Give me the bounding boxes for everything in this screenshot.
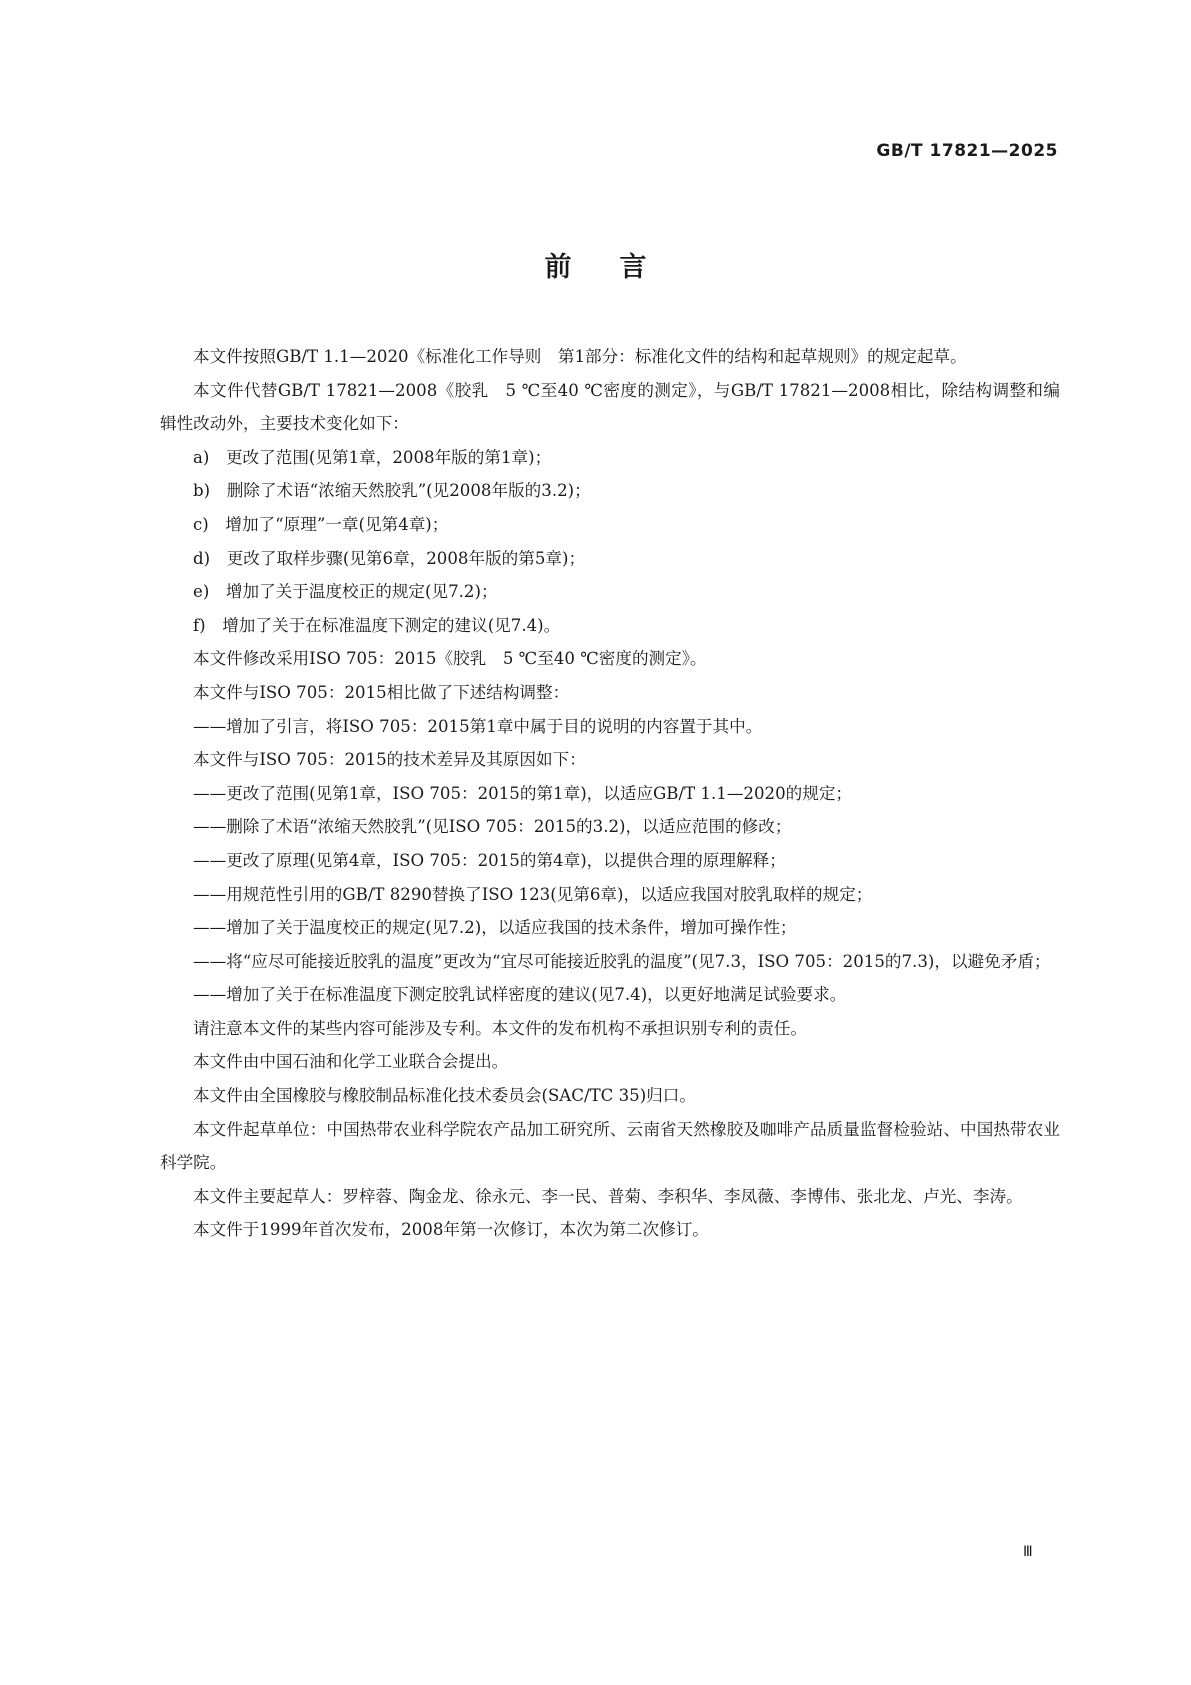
change-item: d) 更改了取样步骤(见第6章，2008年版的第5章)；: [193, 548, 586, 568]
diff-item: ——更改了原理(见第4章，ISO 705：2015的第4章)，以提供合理的原理解释；: [193, 850, 786, 870]
drafters-paragraph: 本文件主要起草人：罗梓蓉、陶金龙、徐永元、李一民、普菊、李积华、李凤薇、李博伟、张北龙、卢光、李涛。: [193, 1186, 1023, 1206]
replace-paragraph: 本文件代替GB/T 17821—2008《胶乳 5 ℃至40 ℃密度的测定》，与GB/T 17821—2008相比，除结构调整和编辑性改动外，主要技术变化如下：: [160, 380, 1060, 434]
intro-paragraph: 本文件按照GB/T 1.1—2020《标准化工作导则 第1部分：标准化文件的结构和起草规则》的规定起草。: [193, 347, 967, 366]
change-item: b) 删除了术语“浓缩天然胶乳”(见2008年版的3.2)；: [193, 481, 591, 501]
struct-intro-paragraph: 本文件与ISO 705：2015相比做了下述结构调整：: [193, 682, 570, 702]
patent-paragraph: 请注意本文件的某些内容可能涉及专利。本文件的发布机构不承担识别专利的责任。: [193, 1018, 807, 1038]
change-item: a) 更改了范围(见第1章，2008年版的第1章)；: [193, 447, 552, 467]
drafting-units-paragraph: 本文件起草单位：中国热带农业科学院农产品加工研究所、云南省天然橡胶及咖啡产品质量监督检验站、中国热带农业科学院。: [160, 1119, 1060, 1173]
page-title: 前言: [544, 252, 695, 283]
proposed-paragraph: 本文件由中国石油和化学工业联合会提出。: [193, 1052, 509, 1072]
change-item: e) 增加了关于温度校正的规定(见7.2)；: [193, 582, 498, 602]
diff-item: ——删除了术语“浓缩天然胶乳”(见ISO 705：2015的3.2)，以适应范围的修改；: [193, 817, 792, 837]
diff-item: ——将“应尽可能接近胶乳的温度”更改为“宜尽可能接近胶乳的温度”(见7.3，ISO 705：2015的7.3)，以避免矛盾；: [193, 951, 1051, 971]
diff-intro-paragraph: 本文件与ISO 705：2015的技术差异及其原因如下：: [193, 750, 586, 770]
foreword-body: [160, 340, 1060, 1247]
page-number: Ⅲ: [1023, 1544, 1033, 1560]
history-paragraph: 本文件于1999年首次发布，2008年第一次修订，本次为第二次修订。: [193, 1220, 709, 1240]
change-item: f) 增加了关于在标准温度下测定的建议(见7.4)。: [193, 615, 561, 635]
managed-paragraph: 本文件由全国橡胶与橡胶制品标准化技术委员会(SAC/TC 35)归口。: [193, 1086, 696, 1106]
struct-item: ——增加了引言，将ISO 705：2015第1章中属于目的说明的内容置于其中。: [193, 716, 763, 736]
diff-item: ——增加了关于在标准温度下测定胶乳试样密度的建议(见7.4)，以更好地满足试验要求。: [193, 985, 847, 1005]
diff-item: ——用规范性引用的GB/T 8290替换了ISO 123(见第6章)，以适应我国对胶乳取样的规定；: [193, 884, 873, 904]
adopt-paragraph: 本文件修改采用ISO 705：2015《胶乳 5 ℃至40 ℃密度的测定》。: [193, 649, 707, 669]
diff-item: ——增加了关于温度校正的规定(见7.2)，以适应我国的技术条件，增加可操作性；: [193, 918, 797, 938]
diff-item: ——更改了范围(见第1章，ISO 705：2015的第1章)，以适应GB/T 1.1—2020的规定；: [193, 783, 853, 803]
standard-code: GB/T 17821—2025: [876, 141, 1058, 161]
change-item: c) 增加了“原理”一章(见第4章)；: [193, 514, 449, 534]
